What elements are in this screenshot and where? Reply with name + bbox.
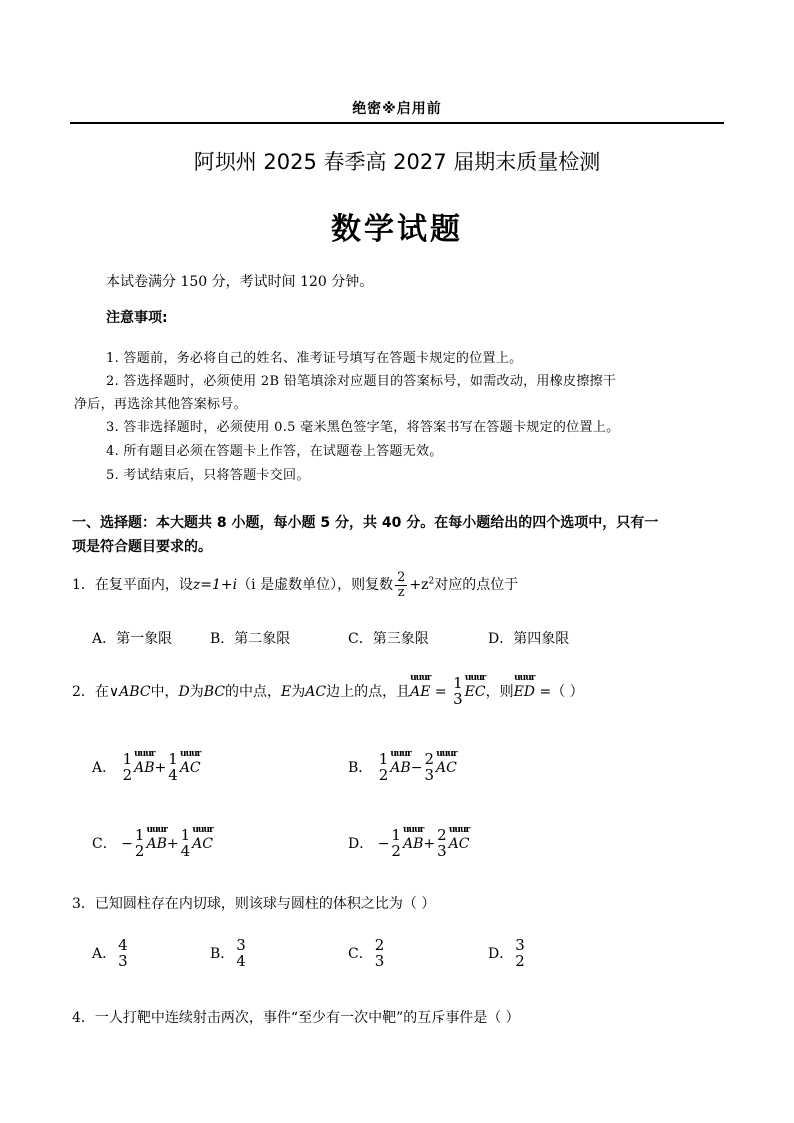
section-number: 一、选择题： (72, 515, 156, 531)
fraction-1-3: 1 3 (453, 674, 463, 708)
q3-option-a[interactable]: A． 4 3 (92, 936, 128, 970)
exam-title: 阿坝州 2025 春季高 2027 届期末质量检测 (193, 150, 601, 174)
header-rule (70, 122, 724, 124)
section-heading (72, 512, 658, 532)
q1-option-b[interactable]: B．第二象限 (210, 631, 291, 647)
confidentiality-label: 绝密※启用前 (352, 101, 442, 117)
notice-item: 3. 答非选择题时，必须使用 0.5 毫米黑色签字笔，将答案书写在答题卡规定的位置上。 (106, 420, 620, 435)
notice-item: 5. 考试结束后，只将答题卡交回。 (106, 468, 310, 483)
notice-title: 注意事项: (106, 310, 168, 326)
q2-option-a[interactable]: A． 1 2 uuur AB+ 1 4 uuur AC (92, 752, 201, 784)
question-4: 4．一人打靶中连续射击两次，事件“至少有一次中靶”的互斥事件是（ ） (72, 1010, 520, 1026)
exam-intro: 本试卷满分 150 分，考试时间 120 分钟。 (106, 274, 374, 290)
notice-item: 1. 答题前，务必将自己的姓名、准考证号填写在答题卡规定的位置上。 (106, 351, 523, 366)
section-desc-line1: 本大题共 8 小题，每小题 5 分，共 40 分。在每小题给出的四个选项中，只有一 (156, 515, 659, 531)
q1-option-a[interactable]: A．第一象限 (92, 631, 173, 647)
q2-option-c[interactable]: C． − 1 2 uuur AB+ 1 4 uuur AC (92, 828, 213, 860)
vector-ed: uuur ED (514, 684, 535, 700)
q3-option-c[interactable]: C． 2 3 (348, 936, 385, 970)
notice-item: 净后，再选涂其他答案标号。 (74, 397, 247, 412)
q1-option-c[interactable]: C．第三象限 (348, 631, 429, 647)
question-2: 2．在∨ABC中，D为BC的中点，E为AC边上的点，且uuur AE = 1 3 uuur EC，则uuur ED =（ ） (72, 676, 584, 708)
vector-ec: uuur EC (465, 684, 486, 700)
q3-option-d[interactable]: D． 3 2 (488, 936, 525, 970)
question-3: 3．已知圆柱存在内切球，则该球与圆柱的体积之比为（ ） (72, 896, 436, 912)
fraction-2-over-z: $\frac{2}{z}$ (397, 570, 406, 600)
question-1: 1．在复平面内，设z=1+i（i 是虚数单位），则复数 $\frac{2}{z}$ $+z^2$对应的点位于 (72, 570, 519, 600)
q2-option-b[interactable]: B． 1 2 uuur AB− 2 3 uuur AC (348, 752, 457, 784)
q1-option-d[interactable]: D．第四象限 (488, 631, 570, 647)
notice-item: 2. 答选择题时，必须使用 2B 铅笔填涂对应题目的答案标号，如需改动，用橡皮擦擦干 (106, 374, 617, 389)
notice-item: 4. 所有题目必须在答题卡上作答，在试题卷上答题无效。 (106, 444, 443, 459)
q3-option-b[interactable]: B． 3 4 (210, 936, 246, 970)
section-desc-line2: 项是符合题目要求的。 (72, 539, 212, 555)
vector-ae: uuur AE (410, 684, 430, 700)
z-definition: z=1+i (192, 577, 238, 594)
subject-title: 数学试题 (331, 212, 463, 247)
q2-option-d[interactable]: D． − 1 2 uuur AB+ 2 3 uuur AC (348, 828, 469, 860)
